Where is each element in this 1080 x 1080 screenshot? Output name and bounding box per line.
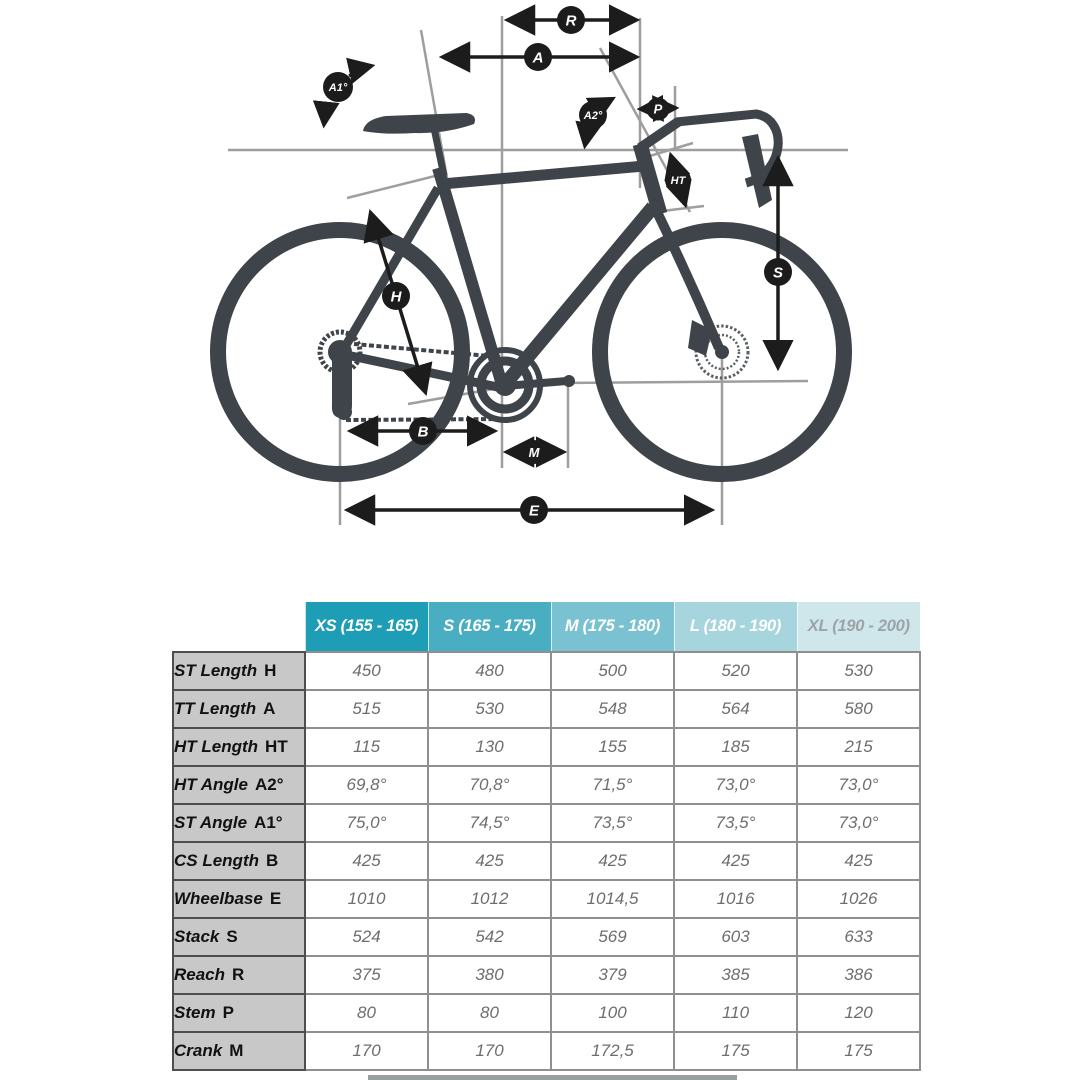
value-cell: 520 <box>674 652 797 690</box>
stem <box>640 122 678 148</box>
row-label-name: Stem <box>174 1003 216 1022</box>
row-label <box>173 804 305 842</box>
table-row <box>173 842 920 880</box>
row-label-name: Reach <box>174 965 226 984</box>
table-row <box>173 766 920 804</box>
value-cell: 1012 <box>428 880 551 918</box>
value-cell: 73,5° <box>674 804 797 842</box>
value-cell: 1026 <box>797 880 920 918</box>
size-header-1: S (165 - 175) <box>428 602 551 652</box>
row-label-code: A <box>263 699 276 718</box>
size-header-3: L (180 - 190) <box>674 602 797 652</box>
value-cell: 175 <box>674 1032 797 1070</box>
row-label-code: E <box>269 889 282 908</box>
row-label-code: A1° <box>254 813 283 832</box>
dim-HT <box>665 156 691 204</box>
table-row <box>173 918 920 956</box>
value-cell: 1010 <box>305 880 428 918</box>
value-cell: 100 <box>551 994 674 1032</box>
table-row <box>173 994 920 1032</box>
table-row <box>173 956 920 994</box>
pedal-spindle <box>563 375 575 387</box>
value-cell: 73,0° <box>797 766 920 804</box>
value-cell: 633 <box>797 918 920 956</box>
value-cell: 1014,5 <box>551 880 674 918</box>
row-label <box>173 918 305 956</box>
row-label <box>173 652 305 690</box>
saddle <box>363 113 475 134</box>
value-cell: 530 <box>797 652 920 690</box>
row-label-name: HT Angle <box>174 775 248 794</box>
dim-M <box>508 440 562 464</box>
row-label-name: Stack <box>174 927 220 946</box>
badge-B-label: B <box>417 423 429 441</box>
row-label-code: P <box>222 1003 234 1022</box>
value-cell: 380 <box>428 956 551 994</box>
value-cell: 155 <box>551 728 674 766</box>
value-cell: 425 <box>305 842 428 880</box>
value-cell: 569 <box>551 918 674 956</box>
row-label-code: HT <box>265 737 288 756</box>
row-label-name: HT Length <box>174 737 259 756</box>
value-cell: 71,5° <box>551 766 674 804</box>
value-cell: 480 <box>428 652 551 690</box>
dim-A1 <box>323 66 371 124</box>
value-cell: 215 <box>797 728 920 766</box>
table-row <box>173 804 920 842</box>
row-label <box>173 728 305 766</box>
table-row <box>173 1032 920 1070</box>
row-label <box>173 842 305 880</box>
badge-S-label: S <box>772 264 784 282</box>
geometry-table <box>172 602 921 1071</box>
value-cell: 515 <box>305 690 428 728</box>
header-row <box>173 602 920 652</box>
value-cell: 385 <box>674 956 797 994</box>
table-row <box>173 880 920 918</box>
value-cell: 425 <box>428 842 551 880</box>
value-cell: 524 <box>305 918 428 956</box>
table-row <box>173 690 920 728</box>
table-row <box>173 652 920 690</box>
value-cell: 170 <box>305 1032 428 1070</box>
value-cell: 69,8° <box>305 766 428 804</box>
value-cell: 115 <box>305 728 428 766</box>
table-row <box>173 728 920 766</box>
top-tube <box>442 166 644 184</box>
value-cell: 120 <box>797 994 920 1032</box>
value-cell: 75,0° <box>305 804 428 842</box>
bike-silhouette <box>218 113 844 474</box>
value-cell: 375 <box>305 956 428 994</box>
value-cell: 530 <box>428 690 551 728</box>
row-label <box>173 880 305 918</box>
value-cell: 80 <box>305 994 428 1032</box>
badge-HT-label: HT <box>670 175 686 187</box>
value-cell: 1016 <box>674 880 797 918</box>
value-cell: 74,5° <box>428 804 551 842</box>
badge-A-label: A <box>532 49 544 67</box>
row-label-code: H <box>264 661 277 680</box>
row-label-name: ST Angle <box>174 813 248 832</box>
value-cell: 386 <box>797 956 920 994</box>
row-label-name: TT Length <box>174 699 257 718</box>
value-cell: 542 <box>428 918 551 956</box>
value-cell: 580 <box>797 690 920 728</box>
row-label-code: M <box>229 1041 244 1060</box>
size-header-2: M (175 - 180) <box>551 602 674 652</box>
row-label-name: Crank <box>174 1041 223 1060</box>
value-cell: 425 <box>797 842 920 880</box>
row-label-code: B <box>266 851 279 870</box>
badge-H-label: H <box>390 288 402 306</box>
value-cell: 172,5 <box>551 1032 674 1070</box>
value-cell: 379 <box>551 956 674 994</box>
row-label-name: CS Length <box>174 851 259 870</box>
badge-E-label: E <box>528 502 540 520</box>
row-label-code: A2° <box>254 775 284 794</box>
value-cell: 130 <box>428 728 551 766</box>
value-cell: 425 <box>674 842 797 880</box>
row-label <box>173 994 305 1032</box>
dim-R <box>509 6 635 34</box>
value-cell: 73,0° <box>674 766 797 804</box>
badge-R-label: R <box>565 12 577 30</box>
value-cell: 603 <box>674 918 797 956</box>
value-cell: 175 <box>797 1032 920 1070</box>
value-cell: 70,8° <box>428 766 551 804</box>
value-cell: 73,5° <box>551 804 674 842</box>
badge-M-label: M <box>528 445 540 460</box>
dim-A <box>444 43 635 71</box>
chain <box>354 344 500 357</box>
badge-P-label: P <box>653 101 663 117</box>
row-label <box>173 690 305 728</box>
dim-P <box>641 98 675 121</box>
value-cell: 110 <box>674 994 797 1032</box>
row-label-name: Wheelbase <box>174 889 263 908</box>
value-cell: 73,0° <box>797 804 920 842</box>
row-label-code: R <box>232 965 245 984</box>
value-cell: 548 <box>551 690 674 728</box>
size-header-4: XL (190 - 200) <box>797 602 920 652</box>
row-label <box>173 956 305 994</box>
row-label <box>173 1032 305 1070</box>
value-cell: 500 <box>551 652 674 690</box>
header-corner-cell <box>173 602 305 652</box>
value-cell: 450 <box>305 652 428 690</box>
value-cell: 425 <box>551 842 674 880</box>
value-cell: 80 <box>428 994 551 1032</box>
bottom-strip <box>368 1075 737 1080</box>
dim-E <box>349 496 710 524</box>
dim-A2 <box>579 99 612 145</box>
value-cell: 564 <box>674 690 797 728</box>
badge-A1-label: A1° <box>328 82 348 94</box>
size-header-0: XS (155 - 165) <box>305 602 428 652</box>
badge-A2-label: A2° <box>583 110 603 122</box>
row-label-name: ST Length <box>174 661 258 680</box>
crank-arm <box>505 381 567 386</box>
value-cell: 170 <box>428 1032 551 1070</box>
table-body <box>173 652 920 1070</box>
row-label-code: S <box>226 927 238 946</box>
down-tube <box>501 207 653 389</box>
value-cell: 185 <box>674 728 797 766</box>
row-label <box>173 766 305 804</box>
